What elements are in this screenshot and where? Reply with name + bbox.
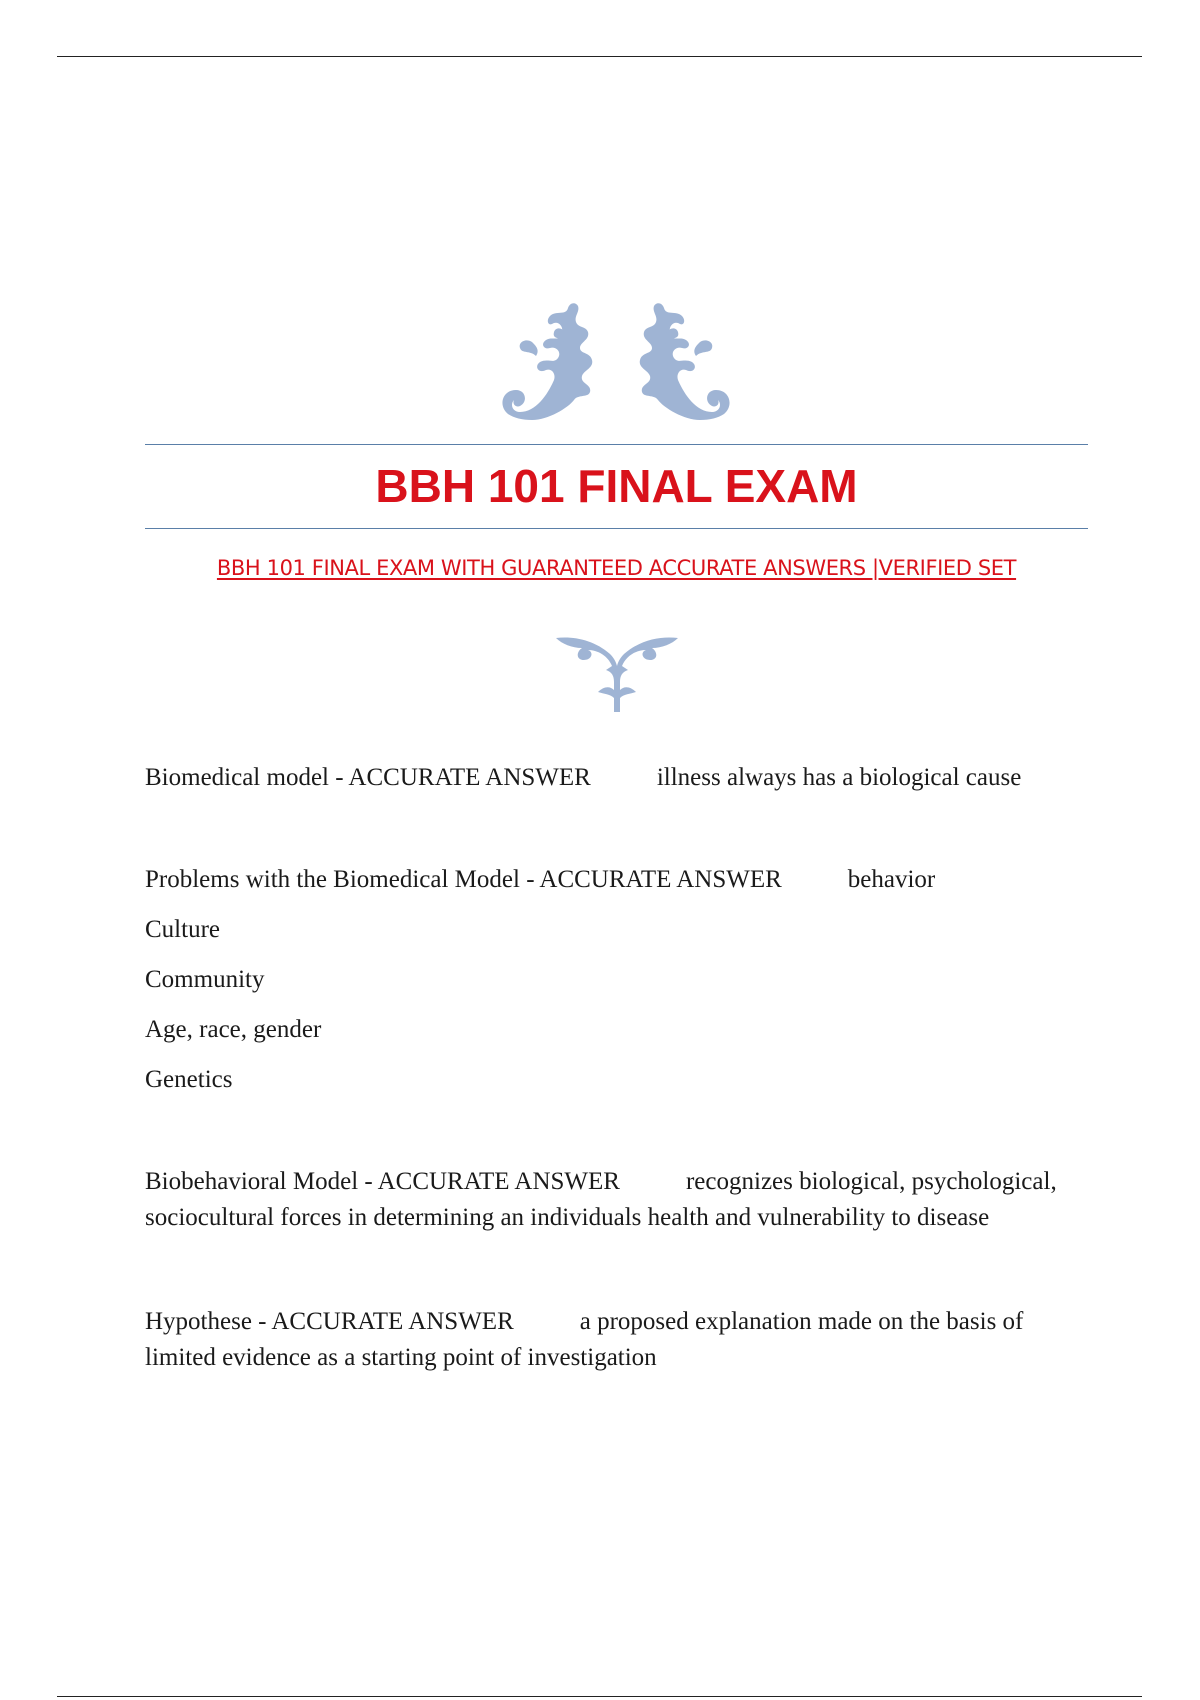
page-top-rule (57, 56, 1142, 57)
qa-answer: a proposed explanation made on the basis of limited evidence as a starting point of investigation (145, 1308, 1024, 1371)
qa-term: Biobehavioral Model - ACCURATE ANSWER (145, 1168, 620, 1195)
qa-term: Problems with the Biomedical Model - ACCURATE ANSWER (145, 866, 782, 893)
qa-item (145, 1304, 1075, 1376)
qa-item (145, 862, 1075, 898)
floral-flourish-icon (496, 296, 736, 426)
qa-item (145, 760, 1075, 796)
document-title: BBH 101 FINAL EXAM (375, 460, 858, 512)
document-subtitle: BBH 101 FINAL EXAM WITH GUARANTEED ACCURATE ANSWERS |VERIFIED SET (216, 556, 1017, 580)
qa-answer: recognizes biological, psychological, sociocultural forces in determining an individuals health and vulnerability to disease (145, 1168, 1057, 1231)
qa-term: Biomedical model - ACCURATE ANSWER (145, 764, 591, 791)
list-item: Genetics (145, 1066, 233, 1093)
qa-term: Hypothese - ACCURATE ANSWER (145, 1308, 514, 1335)
qa-content (145, 760, 1075, 1376)
title-rule-bottom (145, 528, 1088, 529)
qa-answer: illness always has a biological cause (656, 764, 1022, 791)
qa-item (145, 1164, 1075, 1236)
list-item: Community (145, 966, 265, 993)
qa-answer: behavior (847, 866, 936, 893)
title-rule-top (145, 444, 1088, 445)
answer-list (145, 912, 1075, 1098)
page-bottom-rule (57, 1696, 1142, 1697)
fleuron-icon (554, 632, 680, 712)
list-item: Age, race, gender (145, 1016, 322, 1043)
list-item: Culture (145, 916, 220, 943)
